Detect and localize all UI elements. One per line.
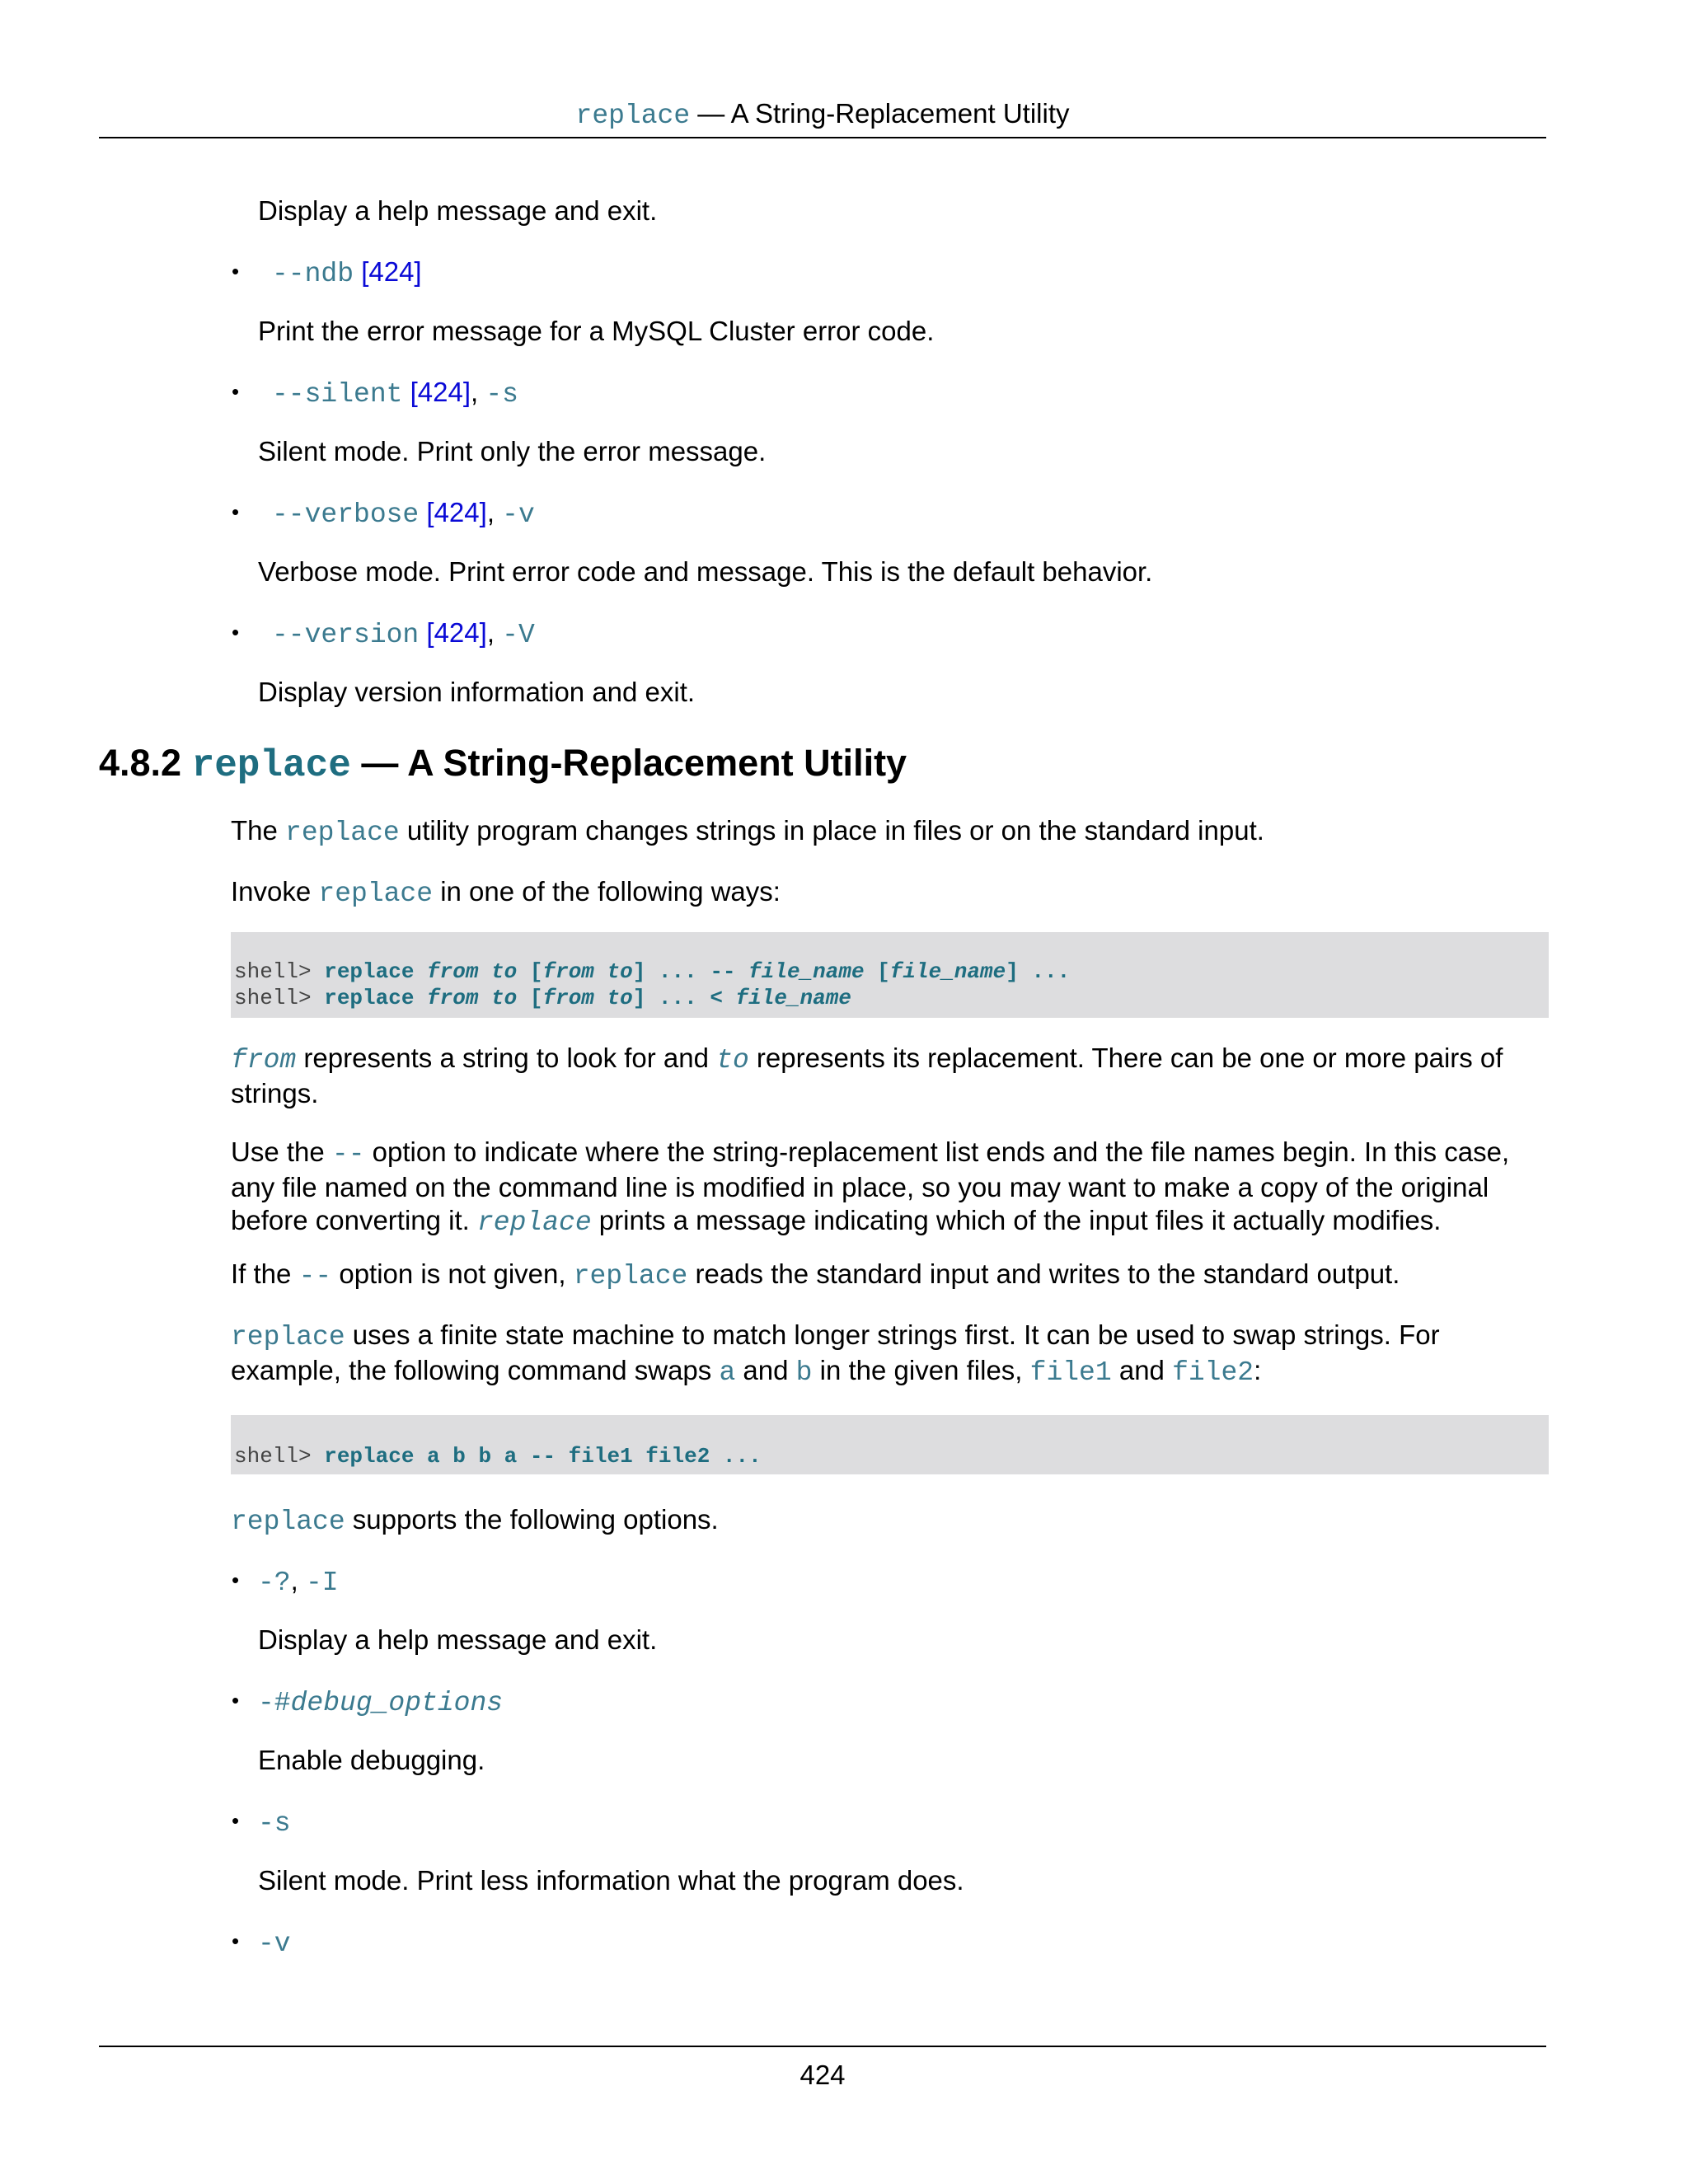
option-silent-ref-link[interactable]: [424] — [410, 377, 471, 407]
help-description: Display a help message and exit. — [258, 195, 658, 226]
bullet: • — [232, 1688, 240, 1713]
code-block-swap: shell> replace a b b a -- file1 file2 ... — [231, 1415, 1549, 1474]
bullet: • — [232, 379, 240, 404]
inline-code-from: from — [231, 1045, 297, 1076]
inline-code: replace — [573, 1261, 688, 1291]
option-silent-short[interactable]: -s — [485, 379, 518, 410]
from-to-paragraph: from represents a string to look for and to represents its replacement. There can be one or more pairs of strings. — [231, 1043, 1503, 1108]
running-header — [99, 96, 1546, 134]
option-v-code[interactable]: -v — [258, 1929, 291, 1959]
bullet: • — [232, 499, 240, 524]
option-version — [272, 616, 535, 652]
inline-code: replace — [477, 1207, 592, 1238]
code-block-usage — [231, 932, 1549, 1018]
inline-code: -- — [298, 1261, 332, 1291]
option-ndb-code[interactable]: --ndb — [272, 259, 354, 289]
option-silent-code[interactable]: --silent — [272, 379, 403, 410]
option-debug-arg: debug_options — [290, 1688, 504, 1718]
inline-code: replace — [231, 1322, 345, 1352]
option-version-short[interactable]: -V — [502, 620, 535, 650]
separator: , — [471, 377, 486, 407]
option-help-code[interactable]: -? — [258, 1568, 291, 1598]
separator: , — [486, 497, 503, 527]
option-verbose-desc: Verbose mode. Print error code and message. This is the default behavior. — [258, 556, 1153, 587]
option-ndb-ref-link[interactable]: [424] — [361, 256, 422, 287]
separator: , — [486, 617, 503, 648]
inline-code-to: to — [716, 1045, 749, 1076]
bullet: • — [232, 620, 240, 644]
option-ndb — [272, 255, 422, 291]
option-silent-desc: Silent mode. Print only the error message. — [258, 436, 767, 466]
bullet: • — [232, 259, 240, 284]
page-number: 424 — [799, 2060, 846, 2090]
option-version-code[interactable]: --version — [272, 620, 420, 650]
inline-code: replace — [231, 1507, 345, 1537]
header-code: replace — [575, 101, 691, 131]
option-s-desc: Silent mode. Print less information what the program does. — [258, 1865, 964, 1896]
inline-code: replace — [285, 818, 400, 848]
bullet: • — [232, 1568, 240, 1592]
no-dash-paragraph: If the -- option is not given, replace reads the standard input and writes to the standard output. — [231, 1258, 1400, 1291]
option-version-ref-link[interactable]: [424] — [426, 617, 487, 648]
option-verbose — [272, 496, 535, 532]
option-debug-code[interactable]: -# — [258, 1688, 291, 1718]
option-verbose-ref-link[interactable]: [424] — [426, 497, 487, 527]
code-line: shell> replace from to [from to] ... < file_name — [234, 986, 851, 1010]
section-title: — A String-Replacement Utility — [350, 742, 907, 784]
option-debug-desc: Enable debugging. — [258, 1745, 485, 1775]
option-version-desc: Display version information and exit. — [258, 677, 696, 707]
state-machine-paragraph: replace uses a finite state machine to match longer strings first. It can be used to swap strings. For example, the following command swaps a and b in the given files, file1 and file2: — [231, 1319, 1440, 1388]
option-help-short[interactable]: -I — [305, 1568, 339, 1598]
option-help-desc: Display a help message and exit. — [258, 1624, 658, 1655]
options-intro: replace supports the following options. — [231, 1504, 719, 1537]
section-number: 4.8.2 — [99, 742, 192, 784]
inline-code: -- — [331, 1139, 365, 1169]
option-verbose-code[interactable]: --verbose — [272, 499, 420, 530]
bullet: • — [232, 1929, 240, 1953]
footer-rule — [99, 2046, 1546, 2047]
option-s-code[interactable]: -s — [258, 1808, 291, 1839]
option-silent — [272, 376, 518, 411]
section-code: replace — [191, 744, 351, 787]
section-heading — [99, 740, 907, 789]
option-help: -?, -I — [258, 1565, 339, 1598]
double-dash-paragraph: Use the -- option to indicate where the string-replacement list ends and the file names begin. In this case, any file named on the command line is modified in place, so you may want to make a copy of the original before converting it. replace prints a message indicating which of the input files it actually modifies. — [231, 1137, 1510, 1238]
option-ndb-desc: Print the error message for a MySQL Cluster error code. — [258, 316, 935, 346]
code-line: shell> replace from to [from to] ... -- file_name [file_name] ... — [234, 959, 1071, 984]
option-v — [258, 1925, 291, 1961]
inline-code: replace — [318, 879, 434, 909]
option-verbose-short[interactable]: -v — [502, 499, 535, 530]
invoke-paragraph: Invoke replace in one of the following ways: — [231, 876, 781, 909]
header-title: — A String-Replacement Utility — [690, 98, 1070, 129]
bullet: • — [232, 1808, 240, 1833]
header-rule — [99, 137, 1546, 138]
option-debug — [258, 1685, 503, 1720]
intro-paragraph: The replace utility program changes strings in place in files or on the standard input. — [231, 815, 1264, 848]
option-s — [258, 1805, 291, 1840]
